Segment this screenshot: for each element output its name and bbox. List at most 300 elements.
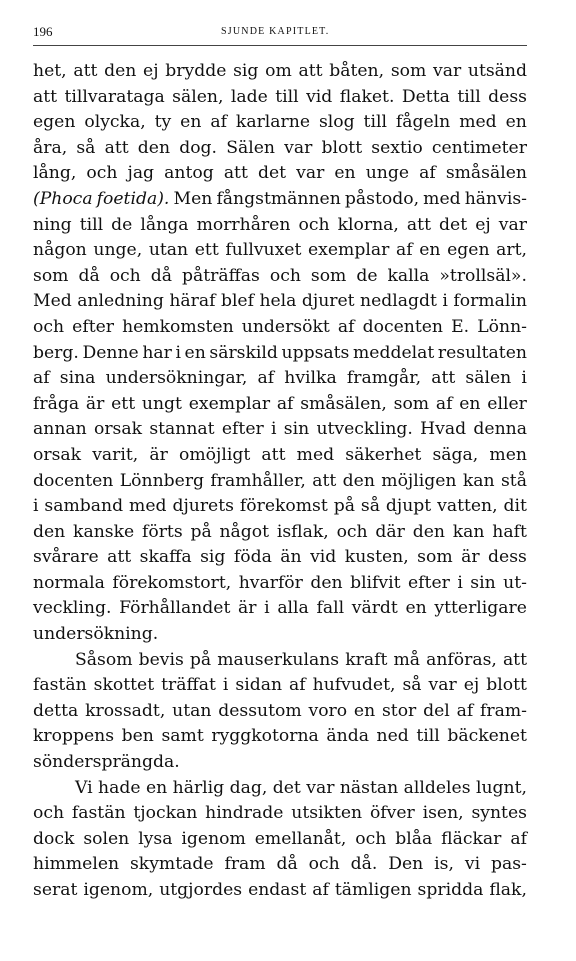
word: vatten, xyxy=(437,496,498,517)
word: del xyxy=(423,700,450,721)
word: art, xyxy=(496,240,527,261)
word: utgjordes xyxy=(159,880,243,900)
word: af xyxy=(210,112,227,133)
word: Lönn- xyxy=(477,316,527,337)
word: en xyxy=(459,393,481,414)
word: lugnt, xyxy=(475,777,527,798)
word: att xyxy=(298,61,323,81)
word: igenom, xyxy=(83,880,154,900)
word: fall xyxy=(316,598,345,619)
text-line xyxy=(33,341,527,367)
word: dess xyxy=(488,86,527,107)
word: var xyxy=(296,163,325,184)
running-head xyxy=(33,24,527,44)
word: Såsom xyxy=(75,649,133,670)
word: berg. xyxy=(33,342,79,363)
word: voro xyxy=(308,700,348,721)
word: meddelat xyxy=(352,342,435,363)
word: i xyxy=(270,419,277,440)
word: skaffa xyxy=(139,547,192,568)
word: småsälen, xyxy=(300,393,387,414)
word: alla xyxy=(277,598,309,619)
text-line-paragraph-end xyxy=(33,622,527,648)
text-line xyxy=(33,520,527,546)
word: egen xyxy=(33,112,76,133)
word: kusten, xyxy=(344,547,409,568)
word: söndersprängda. xyxy=(33,752,180,773)
word: lång, xyxy=(33,163,77,184)
word: härlig xyxy=(172,777,225,798)
word: en xyxy=(505,112,527,133)
word: utsikten xyxy=(291,803,363,824)
word: dock xyxy=(33,828,75,849)
word: skymtade xyxy=(129,854,214,875)
word: och xyxy=(298,214,330,235)
word: dit xyxy=(503,496,527,517)
word: sälen, xyxy=(172,86,224,107)
word: och xyxy=(308,854,340,875)
word: foetida). xyxy=(96,188,170,209)
word: tillvarataga xyxy=(64,86,165,107)
word: nästan xyxy=(339,777,399,798)
word: en xyxy=(353,700,376,721)
word: Med xyxy=(33,291,72,312)
word: en xyxy=(405,598,427,619)
word: i xyxy=(457,572,463,593)
body-text xyxy=(33,59,527,904)
word: af xyxy=(289,675,306,696)
word: hufvudet, xyxy=(312,675,396,696)
word: än xyxy=(280,547,302,568)
word: omöjligt xyxy=(179,444,251,465)
word: centimeter xyxy=(431,137,527,158)
word: kraft xyxy=(345,649,388,670)
word: men xyxy=(489,444,527,465)
word: ett xyxy=(111,393,136,414)
word: detta xyxy=(33,700,79,721)
word: bäckenet xyxy=(447,726,527,747)
word: förekomstort, xyxy=(112,572,232,593)
word: sig xyxy=(200,547,226,568)
word: Men xyxy=(173,188,213,209)
text-line xyxy=(33,315,527,341)
word: orsak xyxy=(93,419,143,440)
word: var xyxy=(284,137,313,158)
word: var xyxy=(306,777,335,798)
word: fråga xyxy=(33,393,80,414)
word: alldeles xyxy=(403,777,471,798)
word: dag, xyxy=(229,777,268,798)
text-line xyxy=(33,494,527,520)
word: sina xyxy=(59,368,96,389)
word: den xyxy=(33,521,66,542)
text-line xyxy=(33,827,527,853)
word: och xyxy=(269,265,301,286)
word: af xyxy=(33,368,50,389)
word: nedlagdt xyxy=(360,291,437,312)
text-line xyxy=(33,699,527,725)
word: ryggkotorna xyxy=(211,726,319,747)
word: flak, xyxy=(489,880,527,900)
word: Denne xyxy=(82,342,139,363)
word: vid xyxy=(310,547,337,568)
word: som xyxy=(417,547,453,568)
word: het, xyxy=(33,61,67,81)
text-line xyxy=(33,724,527,750)
text-line xyxy=(33,571,527,597)
text-line xyxy=(33,264,527,290)
word: att xyxy=(73,61,98,81)
word: i xyxy=(264,598,270,619)
word: till xyxy=(275,86,299,107)
word: i xyxy=(442,291,448,312)
word: att xyxy=(406,214,431,235)
word: utan xyxy=(172,700,212,721)
word: brydde xyxy=(165,61,227,81)
word: efter xyxy=(72,316,114,337)
word: Vi xyxy=(75,777,93,798)
text-line xyxy=(33,801,527,827)
text-line xyxy=(33,85,527,111)
word: exemplar xyxy=(308,240,390,261)
word: fångstmännen xyxy=(216,188,341,209)
word: Sälen xyxy=(226,137,275,158)
word: blott xyxy=(321,137,363,158)
word: var xyxy=(428,675,457,696)
word: sextio xyxy=(371,137,423,158)
word: är xyxy=(149,444,168,465)
word: olycka, xyxy=(84,112,146,133)
word: att xyxy=(33,86,58,107)
word: emellanåt, xyxy=(254,828,347,849)
word: häraf xyxy=(169,291,216,312)
word: fastän xyxy=(33,675,87,696)
word: den xyxy=(412,521,445,542)
word: sin xyxy=(470,572,496,593)
word: igenom xyxy=(181,828,246,849)
text-line xyxy=(33,392,527,418)
word: Detta xyxy=(401,86,450,107)
word: då xyxy=(150,265,172,286)
word: blåa xyxy=(395,828,433,849)
word: och xyxy=(109,265,141,286)
word: af xyxy=(456,700,474,721)
word: stor xyxy=(381,700,417,721)
word: utan xyxy=(148,240,189,261)
word: som xyxy=(310,265,347,286)
word: mauserkulans xyxy=(217,649,340,670)
word: med xyxy=(423,188,461,209)
text-line-paragraph-start xyxy=(33,776,527,802)
word: är xyxy=(238,598,257,619)
word: efter xyxy=(408,572,450,593)
word: endast xyxy=(248,880,307,900)
word: af xyxy=(257,368,275,389)
word: särskild xyxy=(209,342,278,363)
word: träffat xyxy=(161,675,216,696)
word: kroppens xyxy=(33,726,115,747)
word: hindrade xyxy=(205,803,284,824)
word: ytterligare xyxy=(434,598,527,619)
word: är xyxy=(461,547,480,568)
text-line-paragraph-end xyxy=(33,750,527,776)
word: och xyxy=(355,828,387,849)
word: pas- xyxy=(490,854,527,875)
word: var xyxy=(432,61,462,81)
word: utveckling. xyxy=(316,419,413,440)
word: på xyxy=(333,496,355,517)
word: unge xyxy=(365,163,410,184)
word: utsänd xyxy=(467,61,527,81)
word: var xyxy=(498,214,527,235)
word: lysa xyxy=(138,828,173,849)
word: samt xyxy=(161,726,204,747)
word: djuret xyxy=(301,291,355,312)
word: och xyxy=(33,803,65,824)
word: Förhållandet xyxy=(119,598,231,619)
chapter-title: SJUNDE KAPITLET. xyxy=(221,26,330,37)
word: vid xyxy=(306,86,333,107)
word: undersökning. xyxy=(33,624,159,645)
text-line xyxy=(33,110,527,136)
word: fläckar xyxy=(441,828,502,849)
word: med xyxy=(459,112,497,133)
word: ben xyxy=(121,726,154,747)
word: syntes xyxy=(471,803,527,824)
word: uppsats xyxy=(281,342,350,363)
text-line xyxy=(33,366,527,392)
word: i xyxy=(222,675,229,696)
text-line xyxy=(33,289,527,315)
word: hade xyxy=(98,777,141,798)
word: är xyxy=(85,393,105,414)
word: docenten xyxy=(33,470,114,491)
word: denna xyxy=(473,419,527,440)
word: den xyxy=(104,61,137,81)
word: antog xyxy=(164,163,214,184)
word: slog xyxy=(318,112,355,133)
word: framhåller, xyxy=(210,470,306,491)
word: i xyxy=(521,368,527,389)
word: att xyxy=(104,137,129,158)
word: påstodo, xyxy=(344,188,420,209)
word: spridda xyxy=(417,880,484,900)
word: den xyxy=(310,572,343,593)
word: bevis xyxy=(138,649,184,670)
word: efter xyxy=(221,419,264,440)
word: på xyxy=(189,649,212,670)
word: svårare xyxy=(33,547,99,568)
word: ty xyxy=(154,112,172,133)
text-line xyxy=(33,852,527,878)
word: en xyxy=(180,112,202,133)
word: haft xyxy=(492,521,527,542)
word: påträffas xyxy=(181,265,260,286)
text-line xyxy=(33,443,527,469)
word: af xyxy=(312,880,329,900)
word: ända xyxy=(326,726,369,747)
word: dessutom xyxy=(218,700,302,721)
word: ned xyxy=(376,726,409,747)
word: åra, xyxy=(33,137,68,158)
word: Hvad xyxy=(420,419,467,440)
text-line-paragraph-start xyxy=(33,648,527,674)
word: is, xyxy=(434,854,454,875)
word: en xyxy=(334,163,356,184)
word: förts xyxy=(141,521,183,542)
word: med xyxy=(296,444,335,465)
word: (Phoca xyxy=(33,188,93,209)
word: och xyxy=(33,316,65,337)
word: en xyxy=(145,777,168,798)
word: och xyxy=(86,163,118,184)
word: af xyxy=(510,828,527,849)
word: har xyxy=(142,342,172,363)
word: att xyxy=(431,368,456,389)
word: som xyxy=(33,265,69,286)
word: då. xyxy=(350,854,378,875)
word: lade xyxy=(230,86,268,107)
word: isen, xyxy=(422,803,464,824)
word: kan xyxy=(462,470,495,491)
word: en xyxy=(184,342,206,363)
word: sidan xyxy=(235,675,283,696)
word: den xyxy=(342,470,375,491)
word: så xyxy=(76,137,96,158)
word: egen xyxy=(447,240,490,261)
word: så xyxy=(402,675,422,696)
word: vi xyxy=(464,854,481,875)
word: förekomst xyxy=(239,496,328,517)
word: ungt xyxy=(141,393,182,414)
word: värdt xyxy=(351,598,398,619)
word: ej xyxy=(143,61,159,81)
word: till xyxy=(457,86,481,107)
word: fågeln xyxy=(395,112,451,133)
word: »trollsäl». xyxy=(439,265,527,286)
word: då xyxy=(276,854,298,875)
word: undersökt xyxy=(241,316,330,337)
word: af xyxy=(435,393,453,414)
text-line xyxy=(33,545,527,571)
word: det xyxy=(272,777,301,798)
word: någon xyxy=(33,240,87,261)
word: till xyxy=(416,726,440,747)
word: annan xyxy=(33,419,87,440)
word: Den xyxy=(388,854,424,875)
word: att xyxy=(312,470,337,491)
word: dog. xyxy=(179,137,218,158)
text-line xyxy=(33,59,527,85)
word: orsak xyxy=(33,444,82,465)
word: af xyxy=(337,316,355,337)
word: sig xyxy=(233,61,259,81)
text-line xyxy=(33,673,527,699)
word: tjockan xyxy=(133,803,198,824)
word: stannat xyxy=(149,419,215,440)
word: formalin xyxy=(453,291,527,312)
word: hela xyxy=(259,291,297,312)
word: hvilka xyxy=(284,368,337,389)
word: ej xyxy=(475,214,491,235)
word: djurets xyxy=(172,496,234,517)
word: himmelen xyxy=(33,854,120,875)
word: fram xyxy=(224,854,266,875)
word: något xyxy=(219,521,270,542)
word: kalla xyxy=(387,265,430,286)
word: isflak, xyxy=(276,521,329,542)
word: skottet xyxy=(93,675,155,696)
word: af xyxy=(419,163,436,184)
word: att xyxy=(261,444,286,465)
word: djupt xyxy=(385,496,432,517)
word: blott xyxy=(486,675,527,696)
word: resultaten xyxy=(437,342,527,363)
word: det xyxy=(257,163,287,184)
word: som xyxy=(393,393,430,414)
header-rule xyxy=(33,45,527,46)
word: att xyxy=(107,547,132,568)
word: det xyxy=(439,214,468,235)
text-line xyxy=(33,136,527,162)
word: flaket. xyxy=(339,86,395,107)
word: eller xyxy=(487,393,527,414)
word: kanske xyxy=(73,521,135,542)
word: hvarför xyxy=(238,572,303,593)
word: sälen xyxy=(465,368,512,389)
word: jag xyxy=(127,163,155,184)
word: anföras, xyxy=(426,649,497,670)
word: till xyxy=(363,112,387,133)
word: tämligen xyxy=(334,880,412,900)
word: Lönnberg xyxy=(119,470,205,491)
word: stå xyxy=(500,470,527,491)
word: där xyxy=(375,521,405,542)
word: hemkomsten xyxy=(122,316,234,337)
word: framgår, xyxy=(346,368,422,389)
word: att xyxy=(223,163,248,184)
word: fullvuxet xyxy=(225,240,302,261)
word: säga, xyxy=(432,444,479,465)
word: öfver xyxy=(369,803,415,824)
word: krossadt, xyxy=(85,700,166,721)
word: ej xyxy=(463,675,480,696)
word: unge, xyxy=(93,240,143,261)
word: blef xyxy=(220,291,254,312)
word: till xyxy=(79,214,104,235)
word: af xyxy=(276,393,294,414)
text-line xyxy=(33,161,527,187)
page-number: 196 xyxy=(33,24,53,39)
word: karlarne xyxy=(235,112,310,133)
word: sin xyxy=(283,419,310,440)
word: som xyxy=(390,61,427,81)
word: om xyxy=(265,61,292,81)
word: då xyxy=(78,265,100,286)
word: klorna, xyxy=(337,214,399,235)
word: serat xyxy=(33,880,78,900)
word: hänvis- xyxy=(464,188,527,209)
word: ning xyxy=(33,214,72,235)
word: småsälen xyxy=(445,163,527,184)
word: och xyxy=(336,521,368,542)
word: de xyxy=(111,214,133,235)
word: båten, xyxy=(329,61,385,81)
word: morrhåren xyxy=(196,214,291,235)
text-line xyxy=(33,469,527,495)
word: exemplar xyxy=(188,393,271,414)
word: dess xyxy=(488,547,527,568)
